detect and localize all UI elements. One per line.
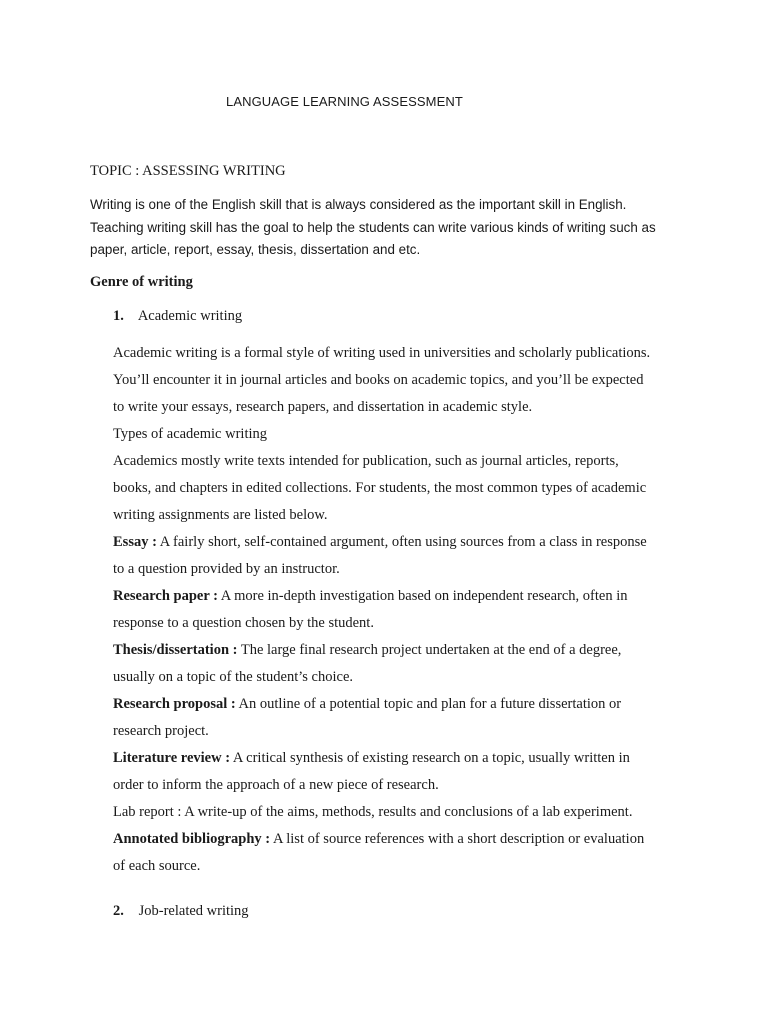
intro-paragraph [90, 194, 690, 262]
type-term: Thesis/dissertation : [113, 642, 238, 658]
type-entry-essay [113, 529, 713, 556]
type-entry-lab-report: Lab report : A write-up of the aims, methods, results and conclusions of a lab experiment. [113, 804, 633, 820]
type-term: Annotated bibliography : [113, 831, 271, 847]
type-term: Essay : [113, 534, 157, 550]
section-number: 2. [113, 903, 124, 919]
type-term: Literature review : [113, 750, 231, 766]
academic-writing-body [113, 340, 713, 880]
type-entry-literature-review [113, 745, 713, 772]
paragraph-line: books, and chapters in edited collections. For students, the most common types of academic [113, 480, 647, 496]
type-description: An outline of a potential topic and plan for a future dissertation or [235, 696, 622, 712]
intro-line: paper, article, report, essay, thesis, dissertation and etc. [90, 242, 421, 257]
type-description-continued: order to inform the approach of a new piece of research. [113, 777, 439, 793]
paragraph-line: Academic writing is a formal style of writing used in universities and scholarly publications. [113, 345, 651, 361]
type-description-continued: research project. [113, 723, 209, 739]
paragraph-line: to write your essays, research papers, and dissertation in academic style. [113, 399, 533, 415]
type-entry-research-paper [113, 583, 713, 610]
genre-heading: Genre of writing [90, 274, 193, 290]
section-title: Academic writing [137, 308, 243, 324]
type-description: A fairly short, self-contained argument, often using sources from a class in response [156, 534, 647, 550]
document-title: LANGUAGE LEARNING ASSESSMENT [226, 94, 463, 109]
section-heading-academic [113, 308, 242, 325]
type-entry-research-proposal [113, 691, 713, 718]
type-description: The large final research project undertaken at the end of a degree, [237, 642, 622, 658]
type-description-continued: usually on a topic of the student’s choice. [113, 669, 354, 685]
types-heading: Types of academic writing [113, 426, 267, 442]
type-description-continued: response to a question chosen by the student. [113, 615, 374, 631]
intro-line: Teaching writing skill has the goal to help the students can write various kinds of writing such as [90, 219, 656, 235]
type-description-continued: of each source. [113, 858, 201, 874]
type-description: A list of source references with a short description or evaluation [270, 831, 645, 847]
paragraph-line: You’ll encounter it in journal articles and books on academic topics, and you’ll be expected [113, 372, 644, 388]
type-term: Research paper : [113, 588, 218, 604]
section-heading-job-related [113, 903, 249, 920]
type-description: A critical synthesis of existing research on a topic, usually written in [230, 750, 630, 766]
paragraph-line: writing assignments are listed below. [113, 507, 328, 523]
type-term: Research proposal : [113, 696, 236, 712]
section-title: Job-related writing [138, 903, 249, 919]
type-description: A more in-depth investigation based on independent research, often in [217, 588, 628, 604]
section-number: 1. [113, 308, 124, 324]
type-description-continued: to a question provided by an instructor. [113, 561, 340, 577]
paragraph-line: Academics mostly write texts intended for publication, such as journal articles, reports, [113, 453, 619, 469]
intro-line: Writing is one of the English skill that is always considered as the important skill in English. [90, 197, 627, 212]
topic-heading: TOPIC : ASSESSING WRITING [90, 163, 286, 179]
type-entry-annotated-bibliography [113, 826, 713, 853]
type-entry-thesis [113, 637, 713, 664]
